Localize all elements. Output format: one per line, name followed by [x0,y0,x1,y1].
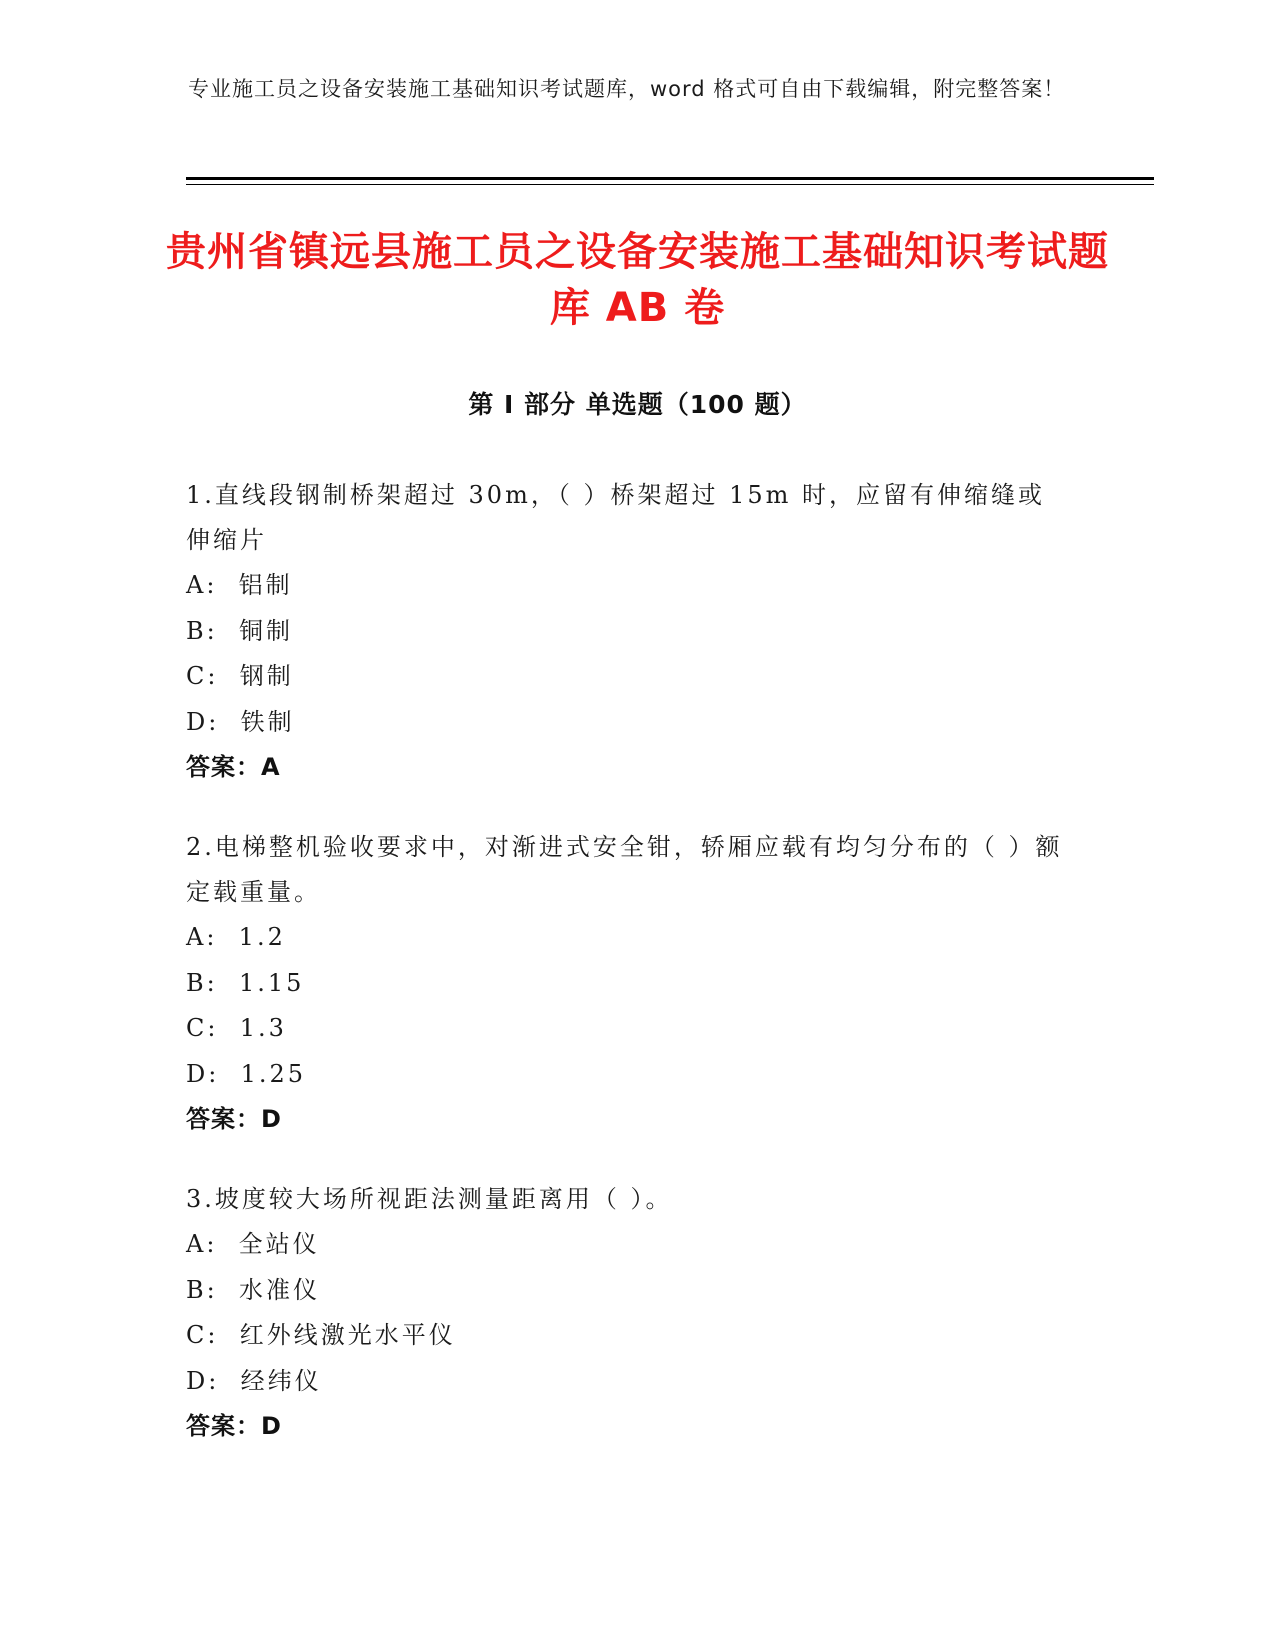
option-b: B: 1.15 [186,968,305,997]
document-title: 贵州省镇远县施工员之设备安装施工基础知识考试题库 AB 卷 [166,229,1109,331]
option-a: A: 铝制 [186,571,293,599]
answer: 答案：D [186,1412,282,1440]
option-c: C: 1.3 [186,1014,287,1042]
option-d: D: 1.25 [186,1059,307,1088]
answer: 答案：D [186,1105,282,1133]
question-stem: 1.直线段钢制桥架超过 30m，（ ）桥架超过 15m 时，应留有伸缩缝或伸缩片 [186,481,1046,554]
option-c: C: 钢制 [186,662,294,690]
option-a: A: 全站仪 [186,1230,320,1258]
section-title: 第 I 部分 单选题（100 题） [468,390,807,419]
question-stem: 3.坡度较大场所视距法测量距离用（ ）。 [186,1185,673,1213]
question-1 [186,473,1066,790]
header-note: 专业施工员之设备安装施工基础知识考试题库，word 格式可自由下载编辑，附完整答案！ [188,77,1066,101]
option-b: B: 铜制 [186,616,293,645]
question-2 [186,825,1066,1142]
option-d: D: 经纬仪 [186,1366,322,1395]
answer: 答案：A [186,753,281,781]
header-divider-thick [186,177,1154,180]
option-c: C: 红外线激光水平仪 [186,1321,456,1349]
header-divider-thin [186,184,1154,185]
question-stem: 2.电梯整机验收要求中，对渐进式安全钳，轿厢应载有均匀分布的（ ）额定载重量。 [186,833,1063,906]
option-a: A: 1.2 [186,923,286,951]
question-3 [186,1177,1066,1449]
question-list [186,473,1066,1484]
option-b: B: 水准仪 [186,1275,320,1304]
option-d: D: 铁制 [186,707,295,736]
